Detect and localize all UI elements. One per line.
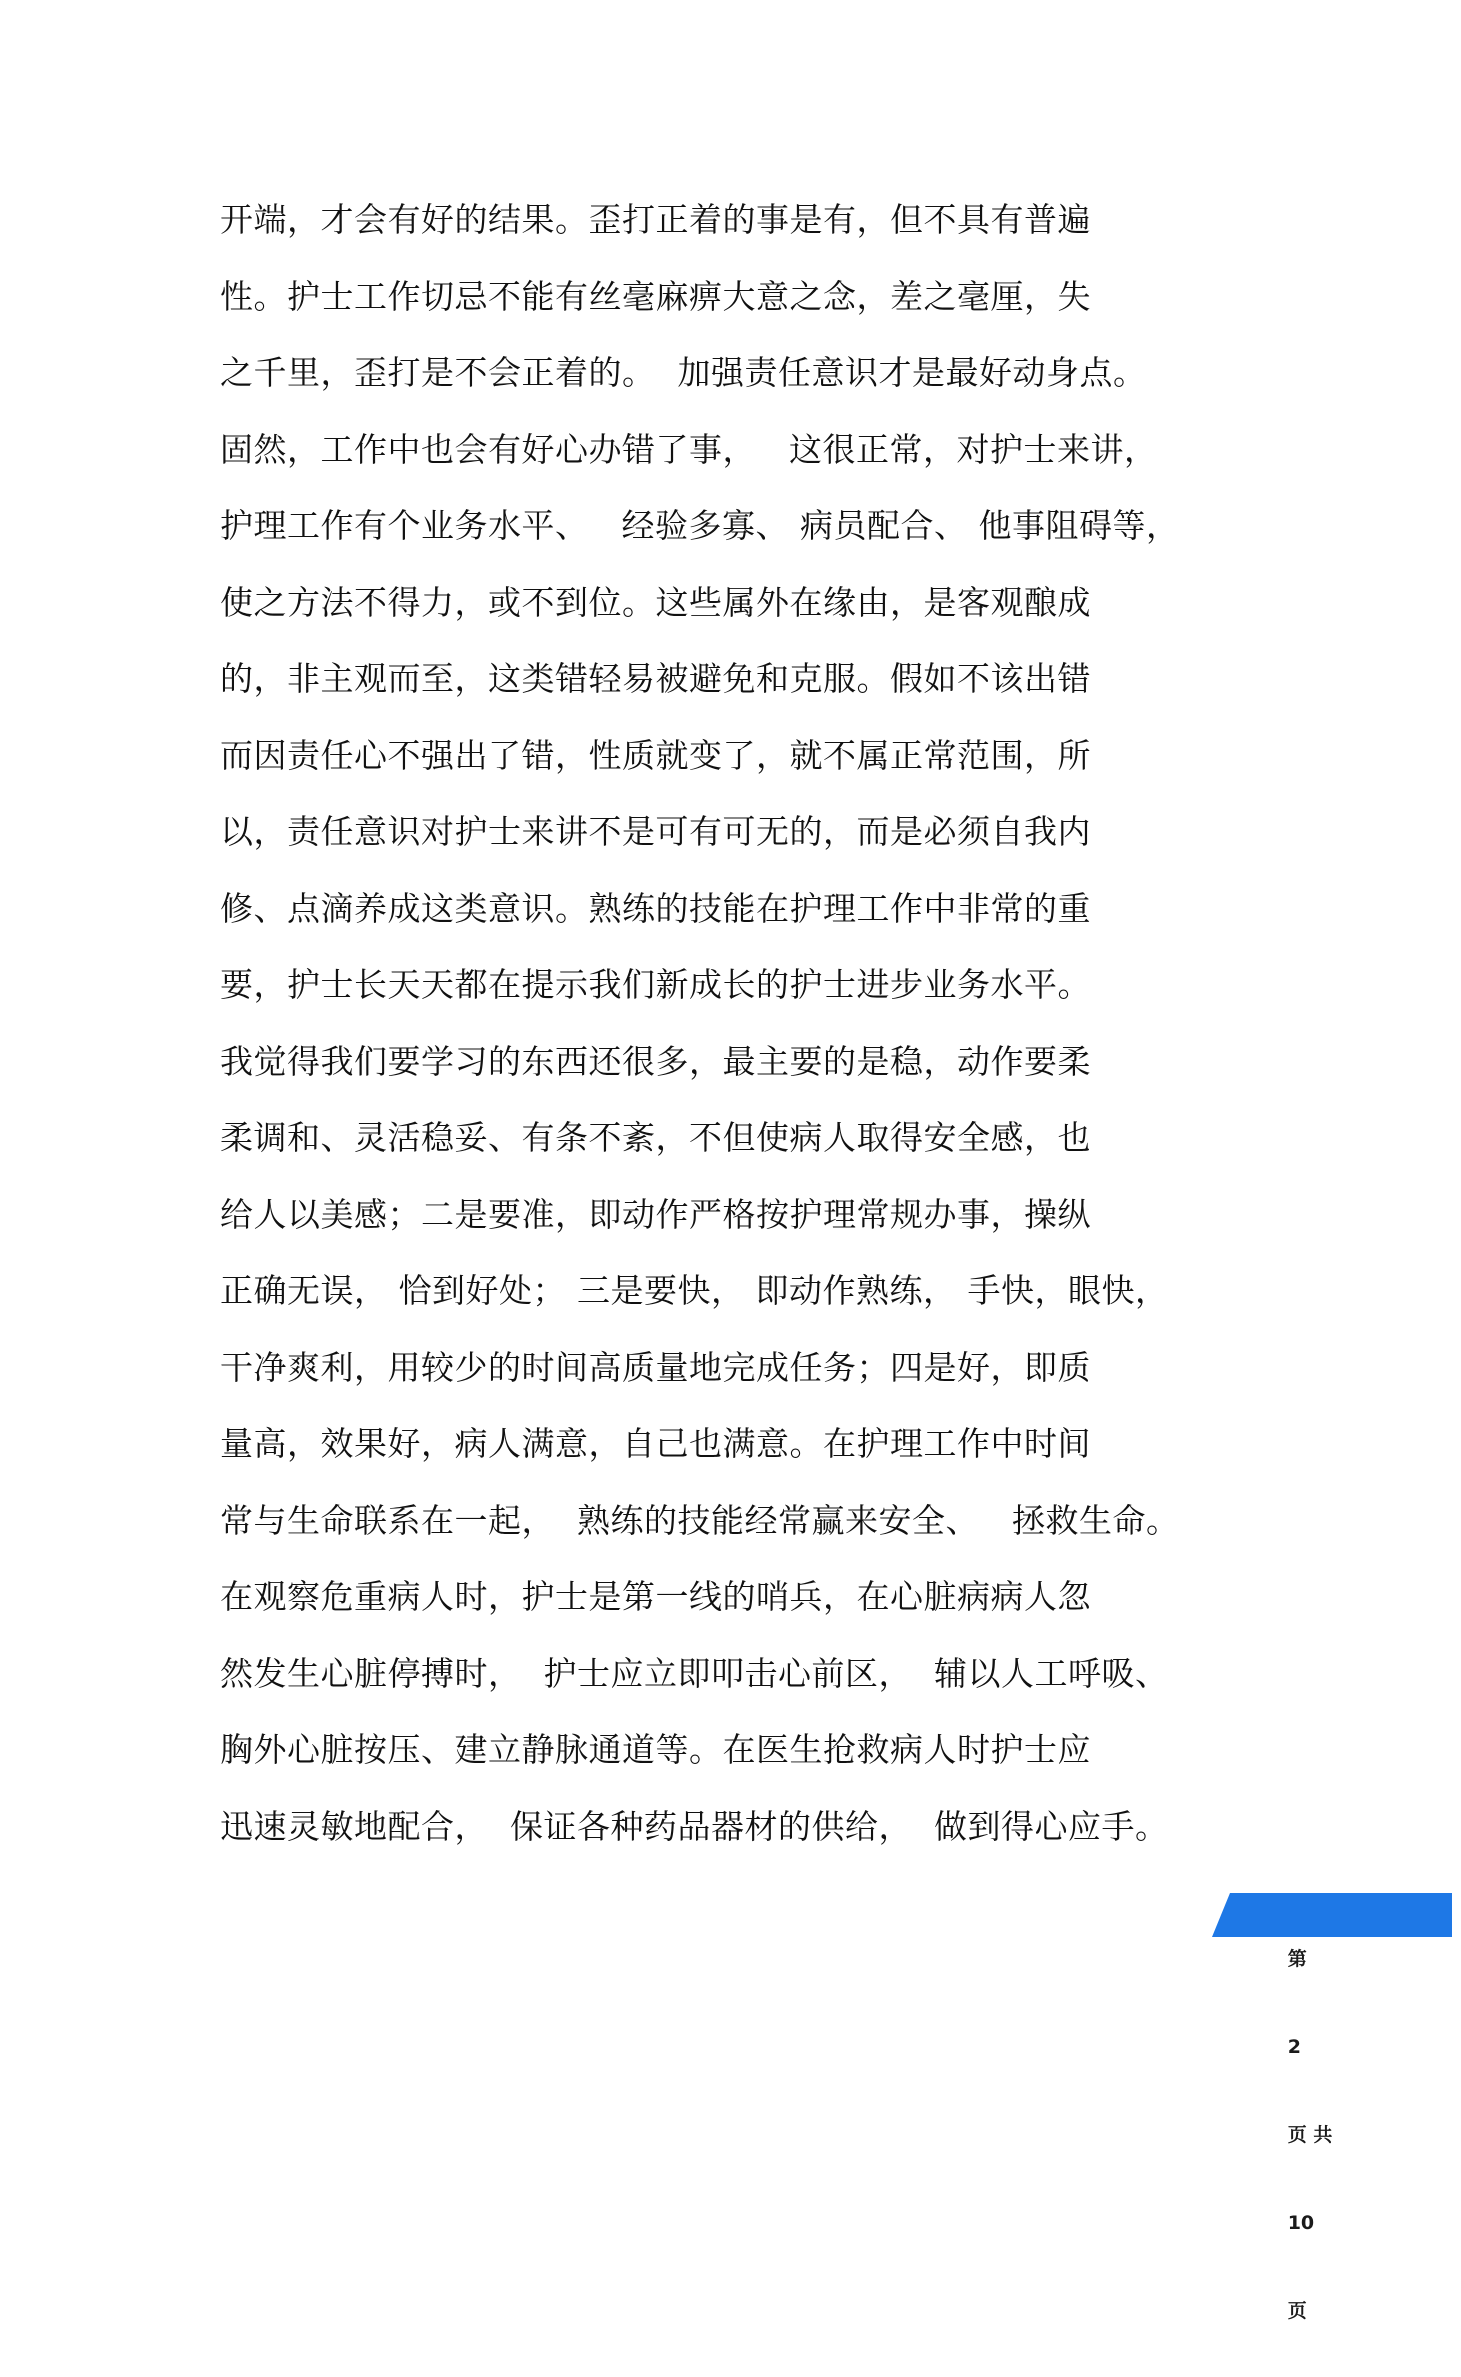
page-number-text bbox=[1248, 1893, 1448, 2322]
text-line: 柔调和、灵活稳妥、有条不紊，不但使病人取得安全感，也 bbox=[220, 1118, 1091, 1157]
text-line: 要，护士长天天都在提示我们新成长的护士进步业务水平。 bbox=[220, 965, 1091, 1004]
current-page: 2 bbox=[1287, 2036, 1301, 2058]
page-middle: 页 共 bbox=[1287, 2124, 1333, 2146]
text-line: 固然，工作中也会有好心办错了事， 这很正常，对护士来讲， bbox=[220, 429, 1158, 469]
text-line: 的，非主观而至，这类错轻易被避免和克服。假如不该出错 bbox=[220, 659, 1091, 698]
text-line: 给人以美感；二是要准，即动作严格按护理常规办事，操纵 bbox=[220, 1194, 1091, 1234]
text-line: 迅速灵敏地配合， 保证各种药品器材的供给， 做到得心应手。 bbox=[220, 1806, 1169, 1846]
page-number-badge bbox=[1212, 1893, 1452, 2322]
text-line: 然发生心脏停搏时， 护士应立即叩击心前区， 辅以人工呼吸、 bbox=[220, 1653, 1169, 1693]
text-line: 使之方法不得力，或不到位。这些属外在缘由，是客观酿成 bbox=[220, 582, 1091, 622]
text-line: 开端，才会有好的结果。歪打正着的事是有，但不具有普遍 bbox=[220, 200, 1091, 239]
text-line: 正确无误， 恰到好处； 三是要快， 即动作熟练， 手快，眼快， bbox=[220, 1271, 1169, 1310]
total-pages: 10 bbox=[1287, 2212, 1315, 2234]
text-line: 量高，效果好，病人满意，自己也满意。在护理工作中时间 bbox=[220, 1424, 1091, 1463]
text-line: 常与生命联系在一起， 熟练的技能经常赢来安全、 拯救生命。 bbox=[220, 1500, 1180, 1540]
text-line: 性。护士工作切忌不能有丝毫麻痹大意之念，差之毫厘，失 bbox=[220, 276, 1091, 316]
text-line: 而因责任心不强出了错，性质就变了，就不属正常范围，所 bbox=[220, 735, 1091, 775]
text-line: 之千里，歪打是不会正着的。 加强责任意识才是最好动身点。 bbox=[220, 353, 1147, 392]
text-line: 在观察危重病人时，护士是第一线的哨兵，在心脏病病人忽 bbox=[220, 1577, 1091, 1616]
text-line: 以，责任意识对护士来讲不是可有可无的，而是必须自我内 bbox=[220, 812, 1091, 851]
document-body bbox=[220, 190, 1280, 1873]
text-line: 修、点滴养成这类意识。熟练的技能在护理工作中非常的重 bbox=[220, 888, 1091, 928]
page-suffix: 页 bbox=[1287, 2300, 1307, 2322]
text-line: 护理工作有个业务水平、 经验多寡、 病员配合、 他事阻碍等， bbox=[220, 506, 1180, 545]
text-line: 胸外心脏按压、建立静脉通道等。在医生抢救病人时护士应 bbox=[220, 1730, 1091, 1769]
page-prefix: 第 bbox=[1287, 1948, 1307, 1970]
text-line: 干净爽利，用较少的时间高质量地完成任务；四是好，即质 bbox=[220, 1347, 1091, 1387]
text-line: 我觉得我们要学习的东西还很多，最主要的是稳，动作要柔 bbox=[220, 1041, 1091, 1081]
